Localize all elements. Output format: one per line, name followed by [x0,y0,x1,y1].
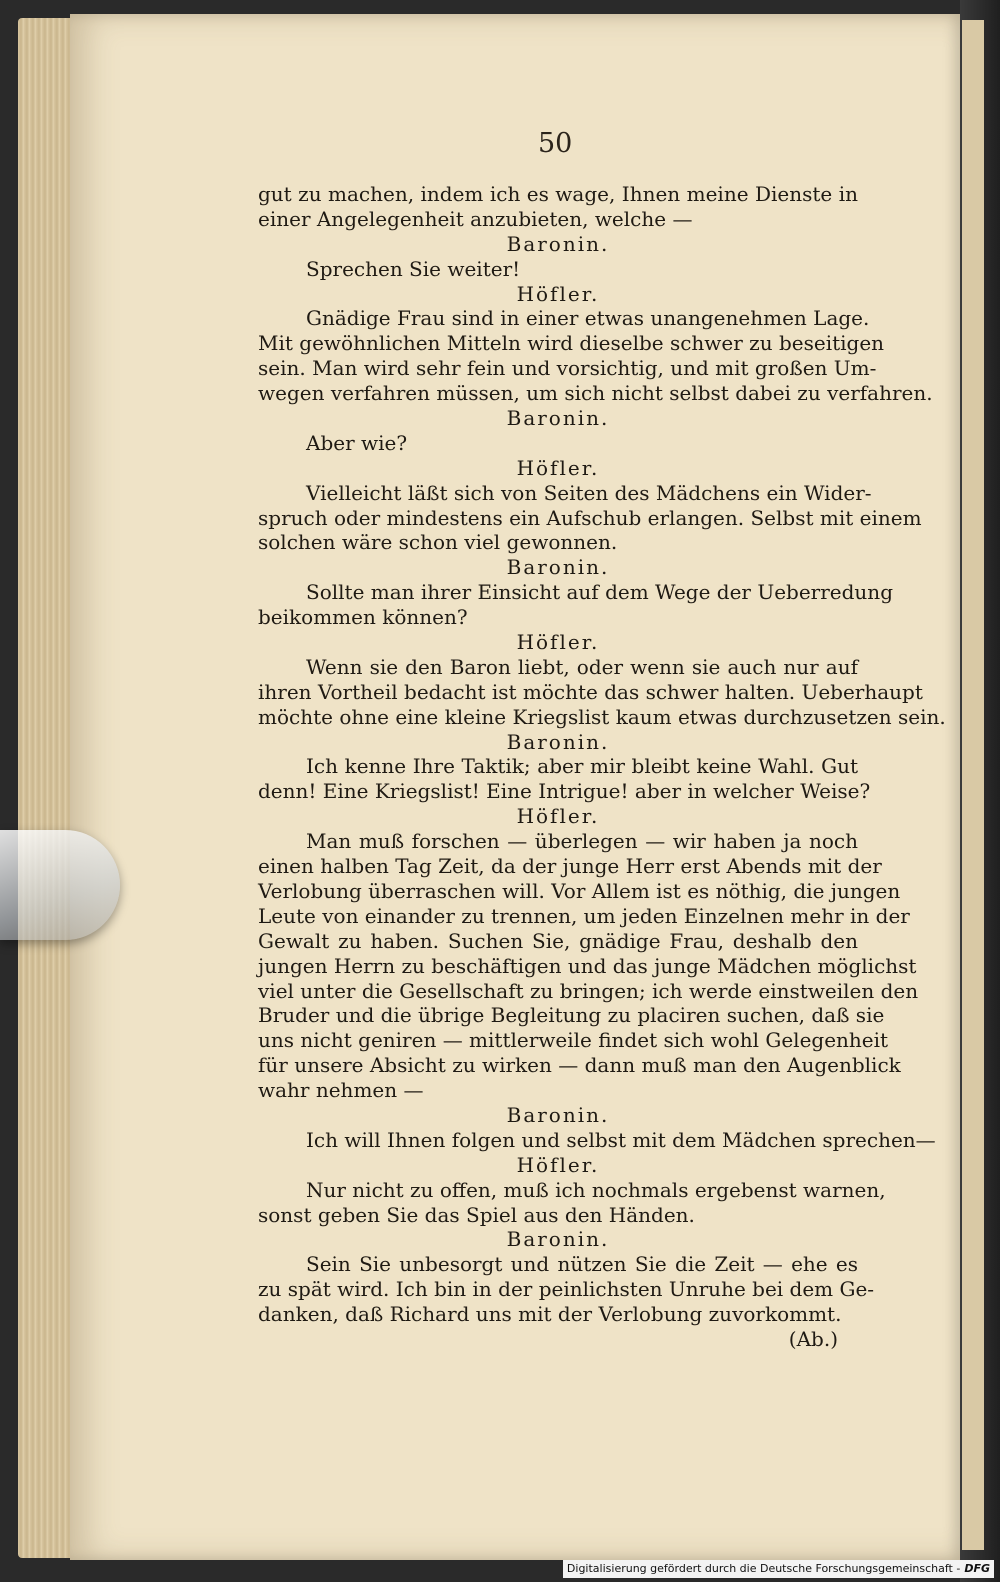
speaker-name: Baronin. [506,231,610,256]
text-line: Ich will Ihnen folgen und selbst mit dem Mädchen sprechen— [306,1127,936,1152]
footer-text: Digitalisierung gefördert durch die Deutsche Forschungsgemeinschaft - [566,1562,961,1575]
text-line: gut zu machen, indem ich es wage, Ihnen meine Dienste in [258,182,858,206]
facing-page-strip [960,0,1000,1582]
text-line: Vielleicht läßt sich von Seiten des Mädchens ein Wider- [306,480,872,505]
text-line: solchen wäre schon viel gewonnen. [258,530,618,555]
text-line: zu spät wird. Ich bin in der peinlichsten Unruhe bei dem Ge- [258,1277,875,1302]
text-line: sein. Man wird sehr fein und vorsichtig, und mit großen Um- [258,356,877,381]
text-line: Leute von einander zu trennen, um jeden Einzelnen mehr in der [258,903,910,928]
funding-footer [563,1560,994,1578]
text-line: Nur nicht zu offen, muß ich nochmals ergebenst warnen, [306,1177,886,1202]
text-line: Gewalt zu haben. Suchen Sie, gnädige Frau, deshalb den [258,928,858,953]
text-line: Sein Sie unbesorgt und nützen Sie die Zeit — ehe es [306,1252,858,1277]
text-line: viel unter die Gesellschaft zu bringen; ich werde einstweilen den [258,978,919,1003]
text-line: wahr nehmen — [258,1078,424,1103]
text-line: Wenn sie den Baron liebt, oder wenn sie auch nur auf [306,654,858,679]
text-line: Bruder und die übrige Begleitung zu placiren suchen, daß sie [258,1003,885,1028]
speaker-name: Höfler. [516,804,600,829]
speaker-name: Baronin. [506,406,610,431]
speaker-name: Höfler. [516,455,600,480]
text-line: Mit gewöhnlichen Mitteln wird dieselbe schwer zu beseitigen [258,331,885,356]
text-line: wegen verfahren müssen, um sich nicht selbst dabei zu verfahren. [258,381,933,406]
text-line: einer Angelegenheit anzubieten, welche — [258,206,693,231]
text-line: uns nicht geniren — mittlerweile findet sich wohl Gelegenheit [258,1028,889,1053]
text-line: Sollte man ihrer Einsicht auf dem Wege der Ueberredung [306,580,893,605]
text-line: Aber wie? [306,430,408,455]
text-line: für unsere Absicht zu wirken — dann muß man den Augenblick [258,1053,901,1078]
speaker-name: Baronin. [506,555,610,580]
text-line: Verlobung überraschen will. Vor Allem ist es nöthig, die jungen [258,878,901,903]
text-line: danken, daß Richard uns mit der Verlobung zuvorkommt. [258,1302,842,1327]
text-line: jungen Herrn zu beschäftigen und das junge Mädchen möglichst [258,953,917,978]
text-line: spruch oder mindestens ein Aufschub erlangen. Selbst mit einem [258,505,922,530]
page-clip [0,830,120,940]
facing-page-edge [962,20,984,1550]
page-number: 50 [538,128,573,159]
speaker-name: Baronin. [506,1102,610,1127]
text-line: ihren Vortheil bedacht ist möchte das schwer halten. Ueberhaupt [258,679,923,704]
text-line: Sprechen Sie weiter! [306,256,521,281]
text-line: beikommen können? [258,605,468,630]
text-line: Ich kenne Ihre Taktik; aber mir bleibt keine Wahl. Gut [306,754,858,779]
text-line: denn! Eine Kriegslist! Eine Intrigue! aber in welcher Weise? [258,779,871,804]
stage-direction: (Ab.) [788,1326,838,1351]
speaker-name: Höfler. [516,630,600,655]
page-text [258,182,946,1352]
speaker-name: Höfler. [516,1152,600,1177]
speaker-name: Höfler. [516,281,600,306]
text-line: einen halben Tag Zeit, da der junge Herr erst Abends mit der [258,854,882,879]
text-line: Gnädige Frau sind in einer etwas unangenehmen Lage. [306,306,870,331]
text-line: Man muß forschen — überlegen — wir haben ja noch [306,829,858,854]
dfg-logo: DFG [964,1562,990,1575]
text-line: möchte ohne eine kleine Kriegslist kaum etwas durchzusetzen sein. [258,704,946,729]
speaker-name: Baronin. [506,1227,610,1252]
speaker-name: Baronin. [506,729,610,754]
text-line: sonst geben Sie das Spiel aus den Händen. [258,1202,695,1227]
page-edge-stack [18,18,78,1558]
